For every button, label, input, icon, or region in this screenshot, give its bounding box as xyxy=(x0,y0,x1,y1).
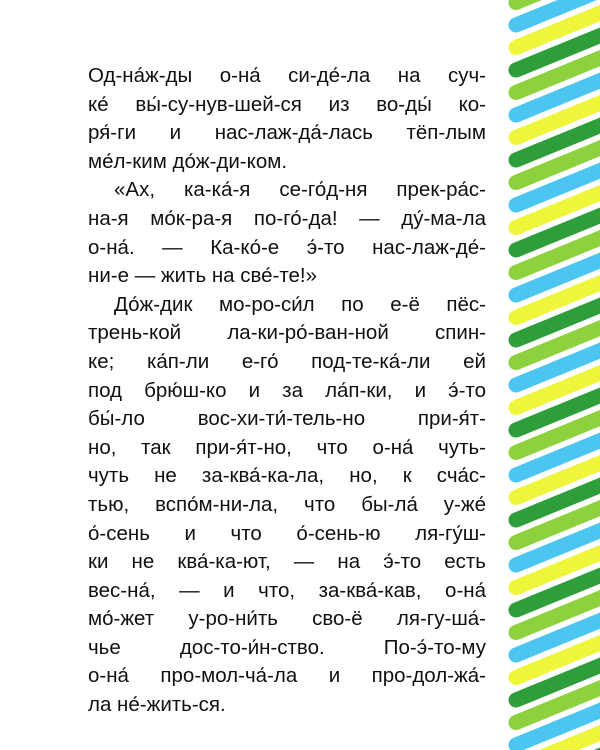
text-line: ла не́-жить-ся. xyxy=(88,693,226,717)
text-line: ке́ вы́-су-нув-шей-ся из во-ды́ ко- xyxy=(88,92,486,116)
paragraph-1 xyxy=(88,62,486,176)
text-line: ме́л-ким до́ж-ди-ком. xyxy=(88,149,288,173)
text-line: Од-на́ж-ды о-на́ си-де́-ла на суч- xyxy=(88,64,486,87)
text-line: о-на́ про-мол-ча́-ла и про-дол-жа́- xyxy=(88,664,486,688)
text-line: чье дос-то-и́н-ство. По-э́-то-му xyxy=(88,635,486,659)
text-line: о́-сень и что о́-сень-ю ля-гу́ш- xyxy=(88,521,486,545)
text-line: но, так при-я́т-но, что о-на́ чуть- xyxy=(88,435,486,459)
paragraph-2 xyxy=(88,176,486,290)
paragraph-3 xyxy=(88,291,486,720)
stripe-pattern xyxy=(506,0,600,750)
text-line: о-на́. — Ка-ко́-е э́-то нас-лаж-де́- xyxy=(88,235,486,259)
text-line: чуть не за-ква́-ка-ла, но, к сча́с- xyxy=(88,464,486,488)
text-line: ря́-ги и нас-лаж-да́-лась тёп-лым xyxy=(88,121,486,145)
text-line: ке; ка́п-ли е-го́ под-те-ка́-ли ей xyxy=(88,349,486,373)
text-line: ни-е — жить на све́-те!» xyxy=(88,264,318,288)
text-line: До́ж-дик мо-ро-си́л по е-ё пёс- xyxy=(114,292,486,316)
text-line: тью, вспо́м-ни-ла, что бы-ла́ у-же́ xyxy=(88,492,486,516)
text-line: трень-кой ла-ки-ро́-ван-ной спин- xyxy=(88,321,486,345)
text-line: вес-на́, — и что, за-ква́-кав, о-на́ xyxy=(88,578,486,602)
text-line: мо́-жет у-ро-ни́ть сво-ё ля-гу-ша́- xyxy=(88,607,486,631)
text-line: под брю́ш-ко и за ла́п-ки, и э́-то xyxy=(88,378,486,402)
text-line: на-я мо́к-ра-я по-го́-да! — ду́-ма-ла xyxy=(88,206,486,230)
text-line: «Ах, ка-ка́-я се-го́д-ня прек-ра́с- xyxy=(114,178,486,202)
decorative-stripe-border xyxy=(506,0,600,750)
text-line: ки не ква́-ка-ют, — на э́-то есть xyxy=(88,550,486,574)
story-text xyxy=(88,62,486,720)
text-line: бы́-ло вос-хи-ти́-тель-но при-я́т- xyxy=(88,407,486,431)
